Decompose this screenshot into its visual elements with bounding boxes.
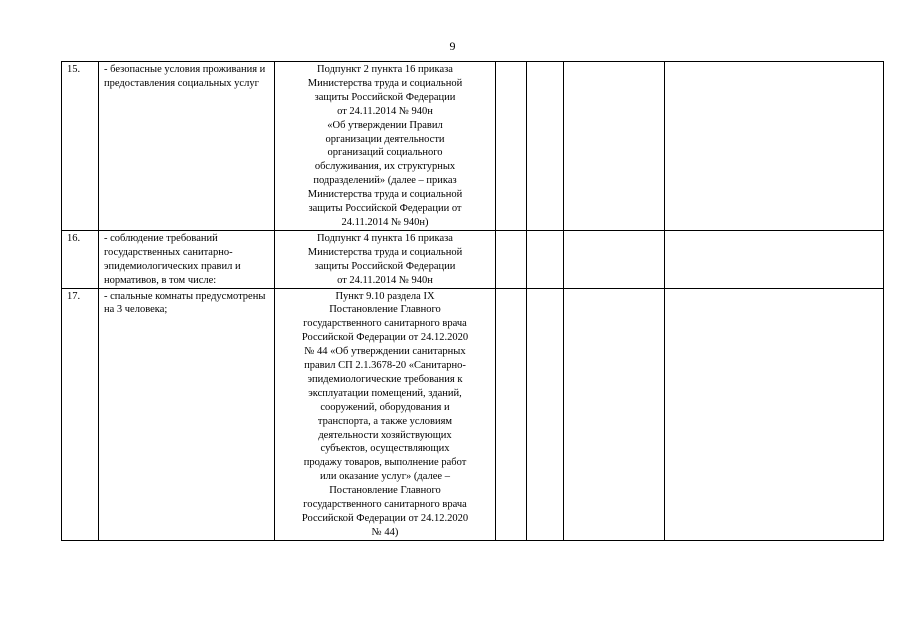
reference-line: Постановление Главного	[329, 485, 441, 497]
reference-line: государственного санитарного врача	[303, 499, 467, 511]
reference-line: Подпункт 4 пункта 16 приказа	[317, 232, 453, 244]
reference-line: сооружений, оборудования и	[320, 401, 450, 413]
reference-line: эксплуатации помещений, зданий,	[308, 387, 462, 399]
legal-reference	[275, 230, 496, 288]
empty-cell	[665, 230, 884, 288]
reference-line: защиты Российской Федерации от	[308, 203, 462, 215]
reference-line: № 44)	[371, 526, 399, 538]
reference-line: продажу товаров, выполнение работ	[303, 457, 467, 469]
reference-line: организации деятельности	[325, 133, 445, 145]
reference-line: деятельности хозяйствующих	[318, 429, 452, 441]
requirement-text: - соблюдение требований государственных санитарно-эпидемиологических правил и нормативов, в том числе:	[99, 230, 275, 288]
checklist-table	[61, 61, 884, 541]
table-row	[62, 230, 884, 288]
reference-line: Министерства труда и социальной	[307, 246, 463, 258]
reference-line: правил СП 2.1.3678-20 «Санитарно-	[304, 360, 466, 372]
reference-line: Постановление Главного	[329, 304, 441, 316]
reference-line: Российской Федерации от 24.12.2020	[301, 513, 469, 524]
reference-line: № 44 «Об утверждении санитарных	[304, 346, 466, 358]
empty-cell	[496, 62, 527, 231]
reference-line: защиты Российской Федерации	[314, 260, 456, 272]
empty-cell	[564, 288, 665, 540]
empty-cell	[564, 230, 665, 288]
row-number: 16.	[62, 230, 99, 288]
reference-line: государственного санитарного врача	[303, 318, 467, 330]
reference-line: субъектов, осуществляющих	[320, 443, 450, 455]
row-number: 15.	[62, 62, 99, 231]
table-row	[62, 288, 884, 540]
table-body	[62, 62, 884, 541]
empty-cell	[665, 288, 884, 540]
requirement-text: - безопасные условия проживания и предоставления социальных услуг	[99, 62, 275, 231]
empty-cell	[665, 62, 884, 231]
reference-line: транспорта, а также условиям	[317, 415, 453, 427]
empty-cell	[496, 288, 527, 540]
reference-line: Подпункт 2 пункта 16 приказа	[317, 64, 453, 75]
empty-cell	[527, 230, 564, 288]
reference-line: защиты Российской Федерации	[314, 91, 456, 103]
empty-cell	[564, 62, 665, 231]
reference-line: обслуживания, их структурных	[314, 161, 456, 173]
row-number: 17.	[62, 288, 99, 540]
empty-cell	[527, 288, 564, 540]
reference-line: эпидемиологические требования к	[307, 373, 463, 385]
empty-cell	[527, 62, 564, 231]
reference-line: или оказание услуг» (далее –	[320, 471, 450, 483]
reference-line: организаций социального	[327, 147, 443, 159]
reference-line: от 24.11.2014 № 940н	[337, 274, 433, 286]
reference-line: «Об утверждении Правил	[327, 119, 443, 131]
reference-line: от 24.11.2014 № 940н	[337, 105, 433, 117]
reference-line: Министерства труда и социальной	[307, 189, 463, 201]
reference-line: Министерства труда и социальной	[307, 77, 463, 89]
reference-line: Пункт 9.10 раздела IX	[335, 290, 435, 302]
reference-line: Российской Федерации от 24.12.2020	[301, 332, 469, 344]
legal-reference	[275, 288, 496, 540]
reference-line: подразделений» (далее – приказ	[313, 175, 457, 187]
reference-line: 24.11.2014 № 940н)	[341, 216, 429, 228]
table-row	[62, 62, 884, 231]
empty-cell	[496, 230, 527, 288]
page-number: 9	[449, 39, 456, 53]
requirement-text: - спальные комнаты предусмотрены на 3 человека;	[99, 288, 275, 540]
legal-reference	[275, 62, 496, 231]
